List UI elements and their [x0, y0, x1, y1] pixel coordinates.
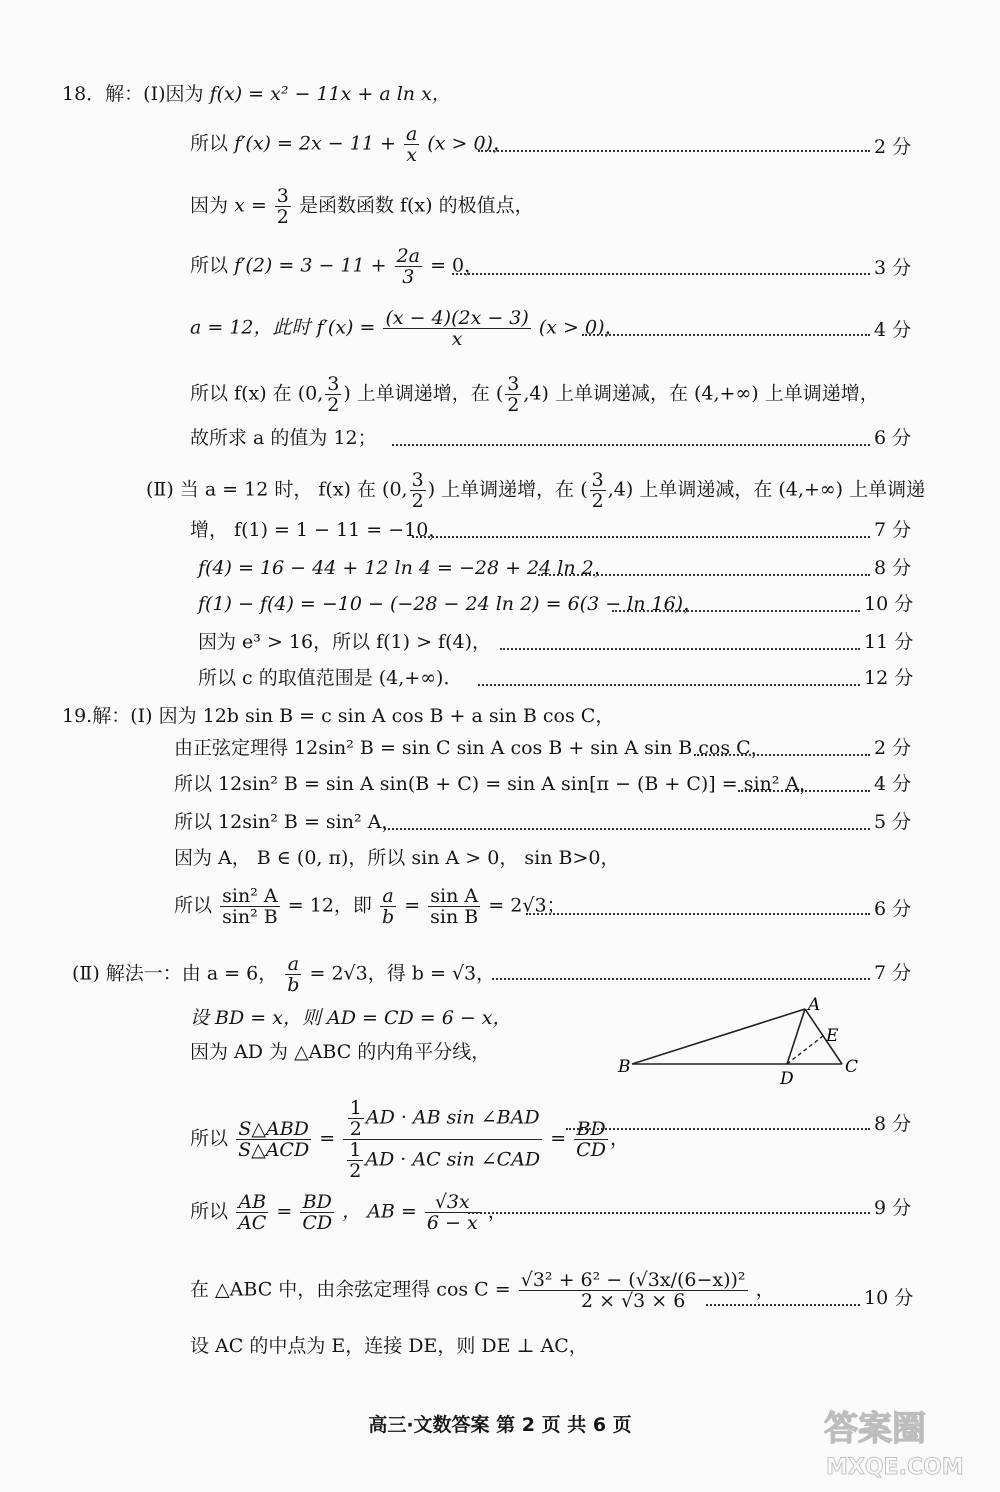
- frac-den: S△ACD: [238, 1139, 310, 1161]
- p19-m1-tail: = 2√3，得 b = √3，: [309, 962, 496, 985]
- p19-law-sines: 由正弦定理得 12sin² B = sin C sin A cos B + sin A sin B cos C，: [174, 737, 770, 759]
- score-2: 2 分: [874, 737, 912, 759]
- p18-f2-expr: f′(2) = 3 − 11 +: [234, 254, 387, 277]
- p18-mono-1: 所以 f(x) 在: [190, 382, 292, 405]
- score-8: 8 分: [874, 1113, 912, 1135]
- p19-cos-tail: ，: [755, 1278, 775, 1301]
- dot-leader: [384, 828, 870, 830]
- p19-head: 19.解：(Ⅰ) 因为 12b sin B = c sin A cos B + a sin B cos C，: [62, 705, 615, 727]
- p18-a12-prefix: a = 12，此时: [190, 316, 311, 339]
- dot-leader: [452, 273, 870, 275]
- ab-frac-1: [236, 1192, 268, 1233]
- p19-bisector: 因为 AD 为 △ABC 的内角平分线，: [190, 1041, 491, 1063]
- p18-conclude: 故所求 a 的值为 12；: [190, 427, 377, 449]
- watermark-logo: [818, 1400, 988, 1480]
- area-ratio-frac: [236, 1119, 311, 1160]
- dot-leader: [492, 978, 870, 980]
- p18-ext-x: x =: [234, 194, 267, 217]
- frac-den: 6 − x: [426, 1212, 478, 1234]
- score-10: 10 分: [864, 593, 914, 615]
- p18-p2-2: 上单调递增，在: [441, 478, 575, 501]
- frac-den: sin² B: [222, 906, 278, 928]
- p19-area-prefix: 所以: [190, 1127, 229, 1150]
- frac-den: CD: [576, 1139, 606, 1161]
- p18-deriv-line: [190, 124, 512, 165]
- half-frac: $\frac{1}{2}$: [349, 1097, 362, 1140]
- score-3: 3 分: [874, 257, 912, 279]
- dot-leader: [566, 1128, 870, 1130]
- score-5: 5 分: [874, 811, 912, 833]
- p18-range: 所以 c 的取值范围是 (4,+∞)．: [198, 667, 463, 689]
- p18-a12-frac: [383, 308, 530, 349]
- frac-num: AB: [236, 1192, 268, 1213]
- frac-num: S△ABD: [236, 1119, 311, 1140]
- watermark-bottom: MXQE.COM: [826, 1455, 964, 1480]
- score-6: 6 分: [874, 898, 912, 920]
- frac-num: a: [285, 954, 301, 975]
- p19-ratio-tail: = 2√3；: [488, 894, 566, 917]
- score-7: 7 分: [874, 519, 912, 541]
- segment-ad: [787, 1009, 805, 1064]
- score-2: 2 分: [874, 136, 912, 158]
- p19-ratio-eq: =: [404, 894, 421, 917]
- p19-m1-prefix: (Ⅱ) 解法一：由 a = 6，: [72, 962, 278, 985]
- area-rhs-frac: [574, 1119, 608, 1160]
- p18-p2-1: (Ⅱ) 当 a = 12 时， f(x) 在: [146, 478, 377, 501]
- label-b: B: [618, 1057, 631, 1077]
- frac-num: BD: [574, 1119, 608, 1140]
- p19-step2: 所以 12sin² B = sin A sin(B + C) = sin A sin[π − (B + C)] = sin² A，: [174, 773, 819, 795]
- p19-cos-prefix: 在 △ABC 中，由余弦定理得 cos C =: [190, 1278, 511, 1301]
- p18-deriv-expr: f′(x) = 2x − 11 +: [234, 132, 396, 155]
- dot-leader: [738, 790, 870, 792]
- p19-ratio-prefix: 所以: [174, 894, 213, 917]
- dot-leader: [478, 684, 860, 686]
- label-c: C: [845, 1057, 859, 1077]
- p18-p2-3: 上单调递减，在 (4,+∞) 上单调递: [639, 478, 926, 501]
- p18-a12-line: [190, 308, 624, 349]
- frac-den: 2: [276, 206, 289, 228]
- frac-num: sin A: [428, 886, 480, 907]
- frac-den: x: [406, 144, 417, 166]
- frac-3-2: $\frac{3}{2}$: [411, 469, 424, 512]
- frac-3-2: $\frac{3}{2}$: [591, 469, 604, 512]
- p18-ext-prefix: 因为: [190, 194, 229, 217]
- p18-f2-frac: [395, 246, 422, 287]
- page-footer: 高三·文数答案 第 2 页 共 6 页: [368, 1414, 632, 1436]
- p19-cos-line: [190, 1270, 775, 1311]
- ratio-frac-1: [220, 886, 280, 927]
- ratio-frac-3: [428, 886, 480, 927]
- p18-mono-3: 上单调递减，在 (4,+∞) 上单调递增，: [554, 382, 879, 405]
- frac-num: [343, 1098, 542, 1140]
- frac-3-2: $\frac{3}{2}$: [327, 373, 340, 416]
- p18-mono-2: 上单调递增，在: [356, 382, 490, 405]
- p18-deriv-frac: [404, 124, 419, 165]
- frac-num: 3: [276, 185, 289, 207]
- p18-f-def: f(x) = x² − 11x + a ln x，: [209, 83, 451, 105]
- frac-den: CD: [302, 1212, 333, 1234]
- score-4: 4 分: [874, 319, 912, 341]
- dot-leader: [468, 1212, 870, 1214]
- frac-num: sin² A: [220, 886, 280, 907]
- frac-den: [343, 1140, 542, 1181]
- p18-p2-cont: 增， f(1) = 1 − 11 = −10，: [190, 519, 448, 541]
- triangle-diagram: [612, 996, 872, 1088]
- frac-num: (x − 4)(2x − 3): [385, 307, 529, 329]
- p18-deriv-prefix: 所以: [190, 132, 229, 155]
- p19-ab-prefix: 所以: [190, 1200, 229, 1223]
- frac-den: sin B: [430, 906, 479, 928]
- score-11: 11 分: [864, 631, 914, 653]
- p19-m1-line: [72, 954, 495, 995]
- p18-mono-line: 所以 f(x) 在 (0, $\frac{3}{2}$ ) 上单调递增，在 ( $\frac{3}{2}$ ,4) 上单调递减，在 (4,+∞) 上单调递增，: [190, 373, 879, 416]
- p18-ext-line: [190, 186, 534, 227]
- frac-den: 3: [402, 266, 415, 288]
- p18-a12-cond: (x > 0)，: [538, 316, 624, 339]
- p18-head: 18．解：(Ⅰ)因为: [62, 83, 204, 105]
- dot-leader: [706, 1304, 860, 1306]
- frac-den: x: [451, 328, 463, 350]
- score-7: 7 分: [874, 962, 912, 984]
- frac-den: 2 × √3 × 6: [580, 1290, 686, 1312]
- frac-3-2: $\frac{3}{2}$: [507, 373, 520, 416]
- p19-ab-line: 所以 $\frac{AB}{AC}$ = $\frac{BD}{CD}$ ， AB = $\frac{√3x}{6 - x}$ ，: [190, 1191, 507, 1234]
- p18-f2-tail: = 0，: [430, 254, 484, 277]
- p18-f4: f(4) = 16 − 44 + 12 ln 4 = −28 + 24 ln 2，: [198, 557, 613, 579]
- area-den: AD · AC sin ∠CAD: [365, 1148, 541, 1171]
- p19-pos: 因为 A， B ∈ (0, π)，所以 sin A > 0， sin B>0，: [174, 847, 620, 869]
- p18-diff: f(1) − f(4) = −10 − (−28 − 24 ln 2) = 6(3 − ln 16)，: [198, 593, 703, 615]
- dot-leader: [412, 536, 870, 538]
- ratio-frac-2: [380, 886, 396, 927]
- label-a: A: [808, 996, 821, 1015]
- side-ba: [632, 1009, 805, 1064]
- area-big-frac: [343, 1098, 542, 1181]
- score-10: 10 分: [864, 1287, 914, 1309]
- area-num: AD · AB sin ∠BAD: [365, 1106, 540, 1129]
- p18-f2-prefix: 所以: [190, 254, 229, 277]
- ab-frac-2: [300, 1192, 334, 1233]
- p18-ext-suffix: 是函数函数 f(x) 的极值点，: [298, 194, 534, 217]
- frac-num: √3x: [425, 1192, 480, 1213]
- p18-part2-line: (Ⅱ) 当 a = 12 时， f(x) 在 (0, $\frac{3}{2}$ ) 上单调递增，在 ( $\frac{3}{2}$ ,4) 上单调递减，在 (4,+∞) 上单调递: [146, 469, 926, 512]
- dot-leader: [694, 754, 870, 756]
- dot-leader: [582, 334, 870, 336]
- frac-num: BD: [300, 1192, 334, 1213]
- dot-leader: [478, 150, 870, 152]
- frac-num: √3² + 6² − (√3x/(6−x))²: [520, 1269, 746, 1291]
- p19-ratio-mid: = 12，即: [287, 894, 372, 917]
- label-e: E: [826, 1026, 839, 1046]
- score-12: 12 分: [864, 667, 914, 689]
- p19-area-line: 所以 $\frac{\text{S△ABD}}{\text{S△ACD}}$ = $\frac{1}{2}$ AD · AB sin ∠BAD $\frac{1}{2}$ AD · AC sin ∠CAD = $\frac{BD}{CD}$ ，: [190, 1097, 629, 1182]
- frac-den: b: [287, 974, 300, 996]
- p18-a12-expr: f′(x) =: [316, 316, 376, 339]
- p19-mid: 设 AC 的中点为 E，连接 DE，则 DE ⊥ AC，: [190, 1335, 588, 1357]
- score-9: 9 分: [874, 1197, 912, 1219]
- frac-num: a: [380, 886, 396, 907]
- label-d: D: [780, 1069, 794, 1088]
- p19-ab-mid: ， AB =: [342, 1200, 417, 1223]
- p18-ext-frac: [275, 186, 291, 227]
- p18-deriv-cond: (x > 0)，: [427, 132, 512, 155]
- frac-den: b: [381, 906, 395, 928]
- p19-ratio-line: [174, 886, 566, 927]
- p19-ab-tail: ，: [487, 1200, 507, 1223]
- frac-den: AC: [238, 1212, 267, 1234]
- p19-step3: 所以 12sin² B = sin² A，: [174, 811, 401, 833]
- score-4: 4 分: [874, 773, 912, 795]
- p18-head-line: [62, 82, 451, 106]
- watermark-top: 答案圈: [824, 1409, 926, 1449]
- m1-frac: [285, 954, 301, 995]
- frac-num: a: [405, 123, 418, 145]
- frac-num: 2a: [396, 245, 421, 267]
- dot-leader: [500, 648, 860, 650]
- score-6: 6 分: [874, 427, 912, 449]
- dot-leader: [612, 610, 860, 612]
- p18-e3: 因为 e³ > 16，所以 f(1) > f(4)，: [198, 631, 492, 653]
- half-frac: $\frac{1}{2}$: [349, 1139, 362, 1182]
- dot-leader: [538, 574, 870, 576]
- dot-leader: [392, 444, 870, 446]
- dot-leader: [526, 913, 870, 915]
- score-8: 8 分: [874, 557, 912, 579]
- p18-f2-line: [190, 246, 483, 287]
- p19-bd: 设 BD = x，则 AD = CD = 6 − x，: [190, 1007, 512, 1029]
